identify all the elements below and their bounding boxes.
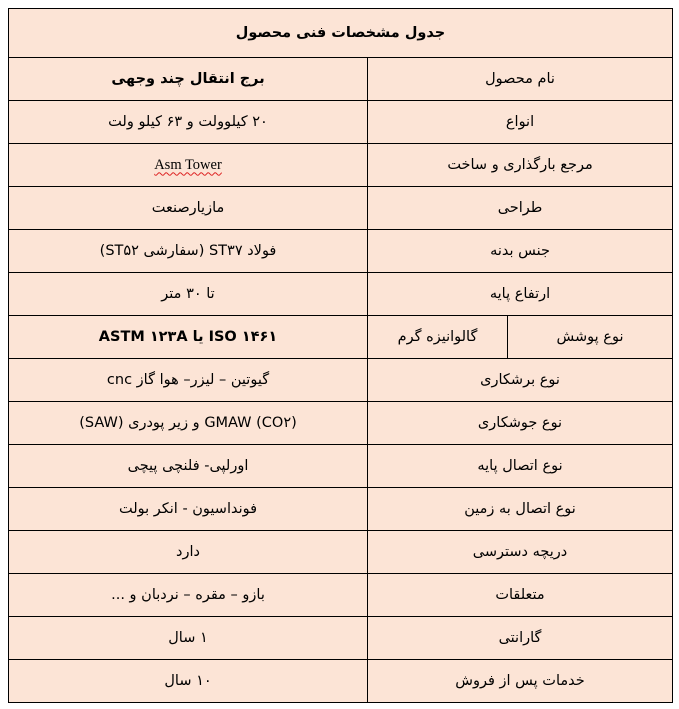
row-value: گیوتین – لیزر– هوا گاز cnc (9, 359, 368, 402)
row-label: ارتفاع پایه (368, 273, 673, 316)
row-value (9, 144, 368, 187)
row-sub-label: گالوانیزه گرم (368, 316, 508, 359)
row-label: خدمات پس از فروش (368, 660, 673, 703)
row-value: بازو – مقره – نردبان و ... (9, 574, 368, 617)
row-value: اورلپی- فلنچی پیچی (9, 445, 368, 488)
row-value: مازیارصنعت (9, 187, 368, 230)
row-value: فولاد ST۳۷ (سفارشی ST۵۲) (9, 230, 368, 273)
table-row (9, 488, 673, 531)
row-label: گارانتی (368, 617, 673, 660)
table-row (9, 574, 673, 617)
row-label: نوع پوشش (508, 316, 673, 359)
row-label: نوع جوشکاری (368, 402, 673, 445)
table-row (9, 273, 673, 316)
row-label: مرجع بارگذاری و ساخت (368, 144, 673, 187)
table-row (9, 101, 673, 144)
table-row (9, 144, 673, 187)
table-row (9, 531, 673, 574)
table-row (9, 230, 673, 273)
row-value: دارد (9, 531, 368, 574)
table-row (9, 445, 673, 488)
spellcheck-flagged-text: Asm Tower (154, 156, 222, 173)
row-label: نوع برشکاری (368, 359, 673, 402)
table-row (9, 187, 673, 230)
row-label: دریچه دسترسی (368, 531, 673, 574)
title-row (9, 9, 673, 58)
row-value: GMAW (CO۲) و زیر پودری (SAW) (9, 402, 368, 445)
table-row (9, 316, 673, 359)
table-row (9, 359, 673, 402)
row-label: جنس بدنه (368, 230, 673, 273)
row-value: ۱۰ سال (9, 660, 368, 703)
row-label: انواع (368, 101, 673, 144)
row-value: تا ۳۰ متر (9, 273, 368, 316)
table-row (9, 617, 673, 660)
table-row (9, 402, 673, 445)
row-value: ۱ سال (9, 617, 368, 660)
row-label: طراحی (368, 187, 673, 230)
row-label: نام محصول (368, 58, 673, 101)
table-row (9, 660, 673, 703)
row-label: متعلقات (368, 574, 673, 617)
row-value: ISO ۱۴۶۱ یا ASTM ۱۲۳A (9, 316, 368, 359)
table-title: جدول مشخصات فنی محصول (9, 9, 673, 58)
row-value: ۲۰ کیلوولت و ۶۳ کیلو ولت (9, 101, 368, 144)
row-label: نوع اتصال به زمین (368, 488, 673, 531)
table-row (9, 58, 673, 101)
row-value: برج انتقال چند وجهی (9, 58, 368, 101)
spec-table (8, 8, 673, 703)
row-value: فونداسیون - انکر بولت (9, 488, 368, 531)
row-label: نوع اتصال پایه (368, 445, 673, 488)
